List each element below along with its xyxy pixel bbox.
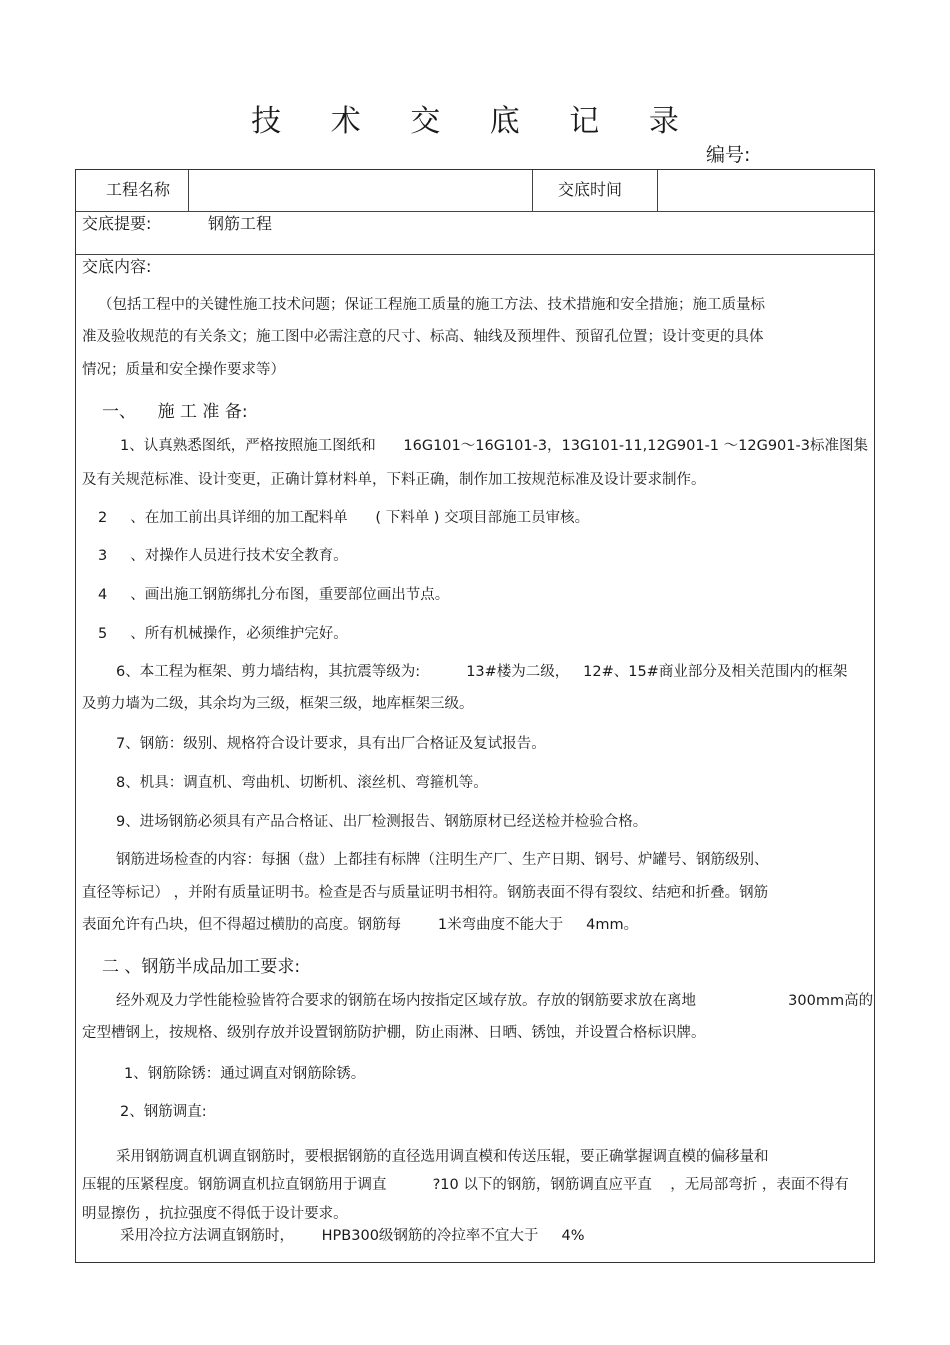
straighten-line-3: 明显擦伤 ，抗拉强度不得低于设计要求。 <box>82 1206 348 1222</box>
section-1-heading: 一、 施 工 准 备: <box>102 402 248 422</box>
storage-line-2: 定型槽钢上，按规格、级别存放并设置钢筋防护棚，防止雨淋、日晒、锈蚀，并设置合格标识牌。 <box>82 1025 706 1041</box>
straighten-line-1: 采用钢筋调直机调直钢筋时，要根据钢筋的直径选用调直模和传送压辊，要正确掌握调直模的偏移量和 <box>116 1149 769 1165</box>
prep-item-5: 5 、所有机械操作，必须维护完好。 <box>98 626 348 642</box>
handover-time-field[interactable] <box>659 172 869 209</box>
prep-item-9: 9、进场钢筋必须具有产品合格证、出厂检测报告、钢筋原材已经送检并检验合格。 <box>116 814 648 830</box>
prep-item-1-line-2: 及有关规范标准、设计变更，正确计算材料单，下料正确，制作加工按规范标准及设计要求制作。 <box>82 472 706 488</box>
prep-item-7: 7、钢筋：级别、规格符合设计要求，具有出厂合格证及复试报告。 <box>116 736 546 752</box>
project-name-field[interactable] <box>190 172 530 209</box>
prep-item-6-line-2: 及剪力墙为二级，其余均为三级，框架三级，地库框架三级。 <box>82 696 474 712</box>
cold-draw-line: 采用冷拉方法调直钢筋时， HPB300级钢筋的冷拉率不宜大于 4% <box>120 1228 585 1244</box>
inspection-line-1: 钢筋进场检查的内容：每捆（盘）上都挂有标牌（注明生产厂、生产日期、钢号、炉罐号、钢筋级别、 <box>116 852 769 868</box>
document-title: 技 术 交 底 记 录 <box>251 104 699 139</box>
row-divider <box>76 211 874 212</box>
row-divider <box>76 254 874 255</box>
process-item-straightening: 2、钢筋调直: <box>120 1104 207 1120</box>
process-item-rust-removal: 1、钢筋除锈：通过调直对钢筋除锈。 <box>124 1066 366 1082</box>
handover-table <box>75 169 875 1263</box>
project-name-label: 工程名称 <box>106 180 171 199</box>
summary-value: 钢筋工程 <box>208 214 273 233</box>
intro-line-1: （包括工程中的关键性施工技术问题；保证工程施工质量的施工方法、技术措施和安全措施；施工质量标 <box>98 297 765 313</box>
intro-line-3: 情况；质量和安全操作要求等） <box>82 362 285 378</box>
prep-item-3: 3 、对操作人员进行技术安全教育。 <box>98 548 348 564</box>
prep-item-8: 8、机具：调直机、弯曲机、切断机、滚丝机、弯箍机等。 <box>116 775 488 791</box>
column-divider <box>532 170 533 211</box>
straighten-line-2: 压辊的压紧程度。钢筋调直机拉直钢筋用于调直 ?10 以下的钢筋，钢筋调直应平直 ，无局部弯折 ，表面不得有 <box>82 1177 849 1193</box>
column-divider <box>188 170 189 211</box>
inspection-line-2: 直径等标记） ，并附有质量证明书。检查是否与质量证明书相符。钢筋表面不得有裂纹、结疤和折叠。钢筋 <box>82 885 769 901</box>
doc-number-label: 编号: <box>706 144 751 166</box>
storage-line-1: 经外观及力学性能检验皆符合要求的钢筋在场内按指定区域存放。存放的钢筋要求放在离地 300mm高的 <box>116 993 874 1009</box>
content-label: 交底内容: <box>82 257 152 276</box>
handover-time-label: 交底时间 <box>558 180 623 199</box>
section-2-heading: 二 、钢筋半成品加工要求: <box>102 957 301 977</box>
column-divider <box>657 170 658 211</box>
summary-label: 交底提要: <box>82 214 152 233</box>
prep-item-6-line-1: 6、本工程为框架、剪力墙结构，其抗震等级为: 13#楼为二级， 12#、15#商业部分及相关范围内的框架 <box>116 664 848 680</box>
prep-item-2: 2 、在加工前出具详细的加工配料单 ( 下料单 ) 交项目部施工员审核。 <box>98 510 590 526</box>
prep-item-4: 4 、画出施工钢筋绑扎分布图，重要部位画出节点。 <box>98 587 450 603</box>
intro-line-2: 准及验收规范的有关条文；施工图中必需注意的尺寸、标高、轴线及预埋件、预留孔位置；设计变更的具体 <box>82 329 764 345</box>
inspection-line-3: 表面允许有凸块，但不得超过横肋的高度。钢筋每 1米弯曲度不能大于 4mm。 <box>82 917 639 933</box>
prep-item-1-line-1: 1、认真熟悉图纸，严格按照施工图纸和 16G101～16G101-3，13G101-11,12G901-1 ～12G901-3标准图集 <box>120 438 868 454</box>
